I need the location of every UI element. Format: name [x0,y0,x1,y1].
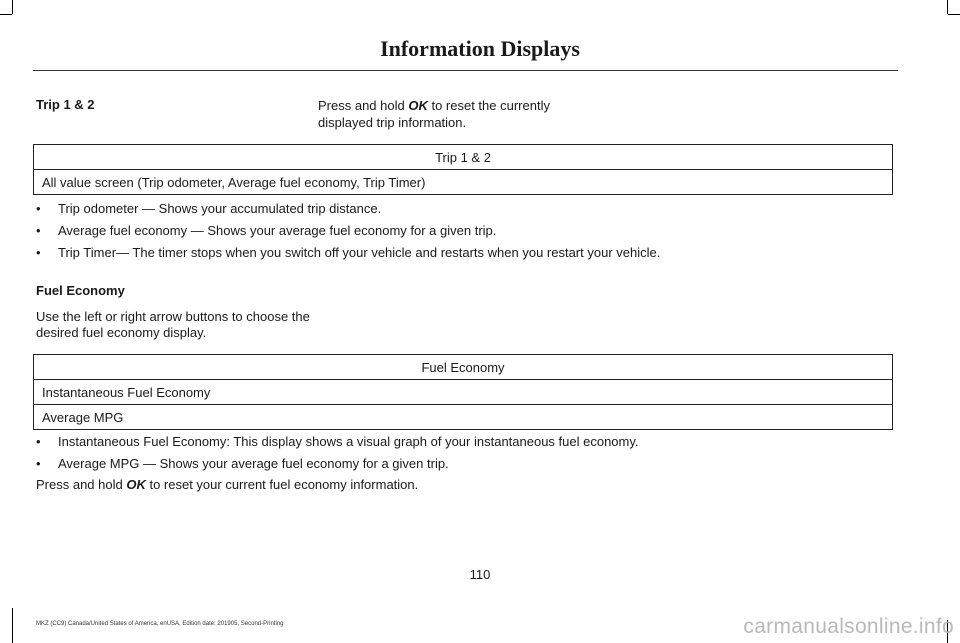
fuel-bullet-list [36,433,639,477]
intro-description [318,97,608,131]
table-row: All value screen (Trip odometer, Average fuel economy, Trip Timer) [34,170,893,195]
list-item: • Trip Timer— The timer stops when you switch off your vehicle and restarts when you restart your vehicle. [36,244,660,266]
fuel-economy-heading: Fuel Economy [36,283,125,298]
crop-mark [12,0,13,14]
crop-mark [12,608,13,643]
table-row: Average MPG [34,405,893,430]
crop-mark [947,0,948,14]
closing-after: to reset your current fuel economy information. [145,477,419,492]
intro-desc-after: to reset the currently displayed trip information. [318,98,550,130]
page-number: 110 [469,567,491,582]
page-title: Information Displays [380,36,580,61]
list-item: • Instantaneous Fuel Economy: This display shows a visual graph of your instantaneous fuel economy. [36,433,639,455]
intro-label: Trip 1 & 2 [36,97,95,112]
watermark-logo: carmanualsonline.info [743,615,954,638]
trip-bullet-list [36,200,660,266]
intro-desc-before: Press and hold [318,98,409,113]
table-row: Instantaneous Fuel Economy [34,380,893,405]
fuel-economy-paragraph: Use the left or right arrow buttons to choose the desired fuel economy display. [36,309,310,340]
crop-mark [948,14,960,15]
list-item: • Average MPG — Shows your average fuel economy for a given trip. [36,455,639,477]
fuel-table [33,354,893,430]
edition-footer: MKZ (CC9) Canada/United States of America, enUSA, Edition date: 201905, Second-Printing [36,621,284,627]
list-item: • Trip odometer — Shows your accumulated trip distance. [36,200,660,222]
ok-key-label: OK [408,98,428,113]
fuel-table-header: Fuel Economy [34,355,893,380]
closing-paragraph [36,477,418,492]
trip-table-header: Trip 1 & 2 [34,145,893,170]
crop-mark [0,14,12,15]
closing-before: Press and hold [36,477,127,492]
trip-table [33,144,893,195]
ok-key-label: OK [126,477,146,492]
list-item: • Average fuel economy — Shows your average fuel economy for a given trip. [36,222,660,244]
header-divider [33,70,898,71]
